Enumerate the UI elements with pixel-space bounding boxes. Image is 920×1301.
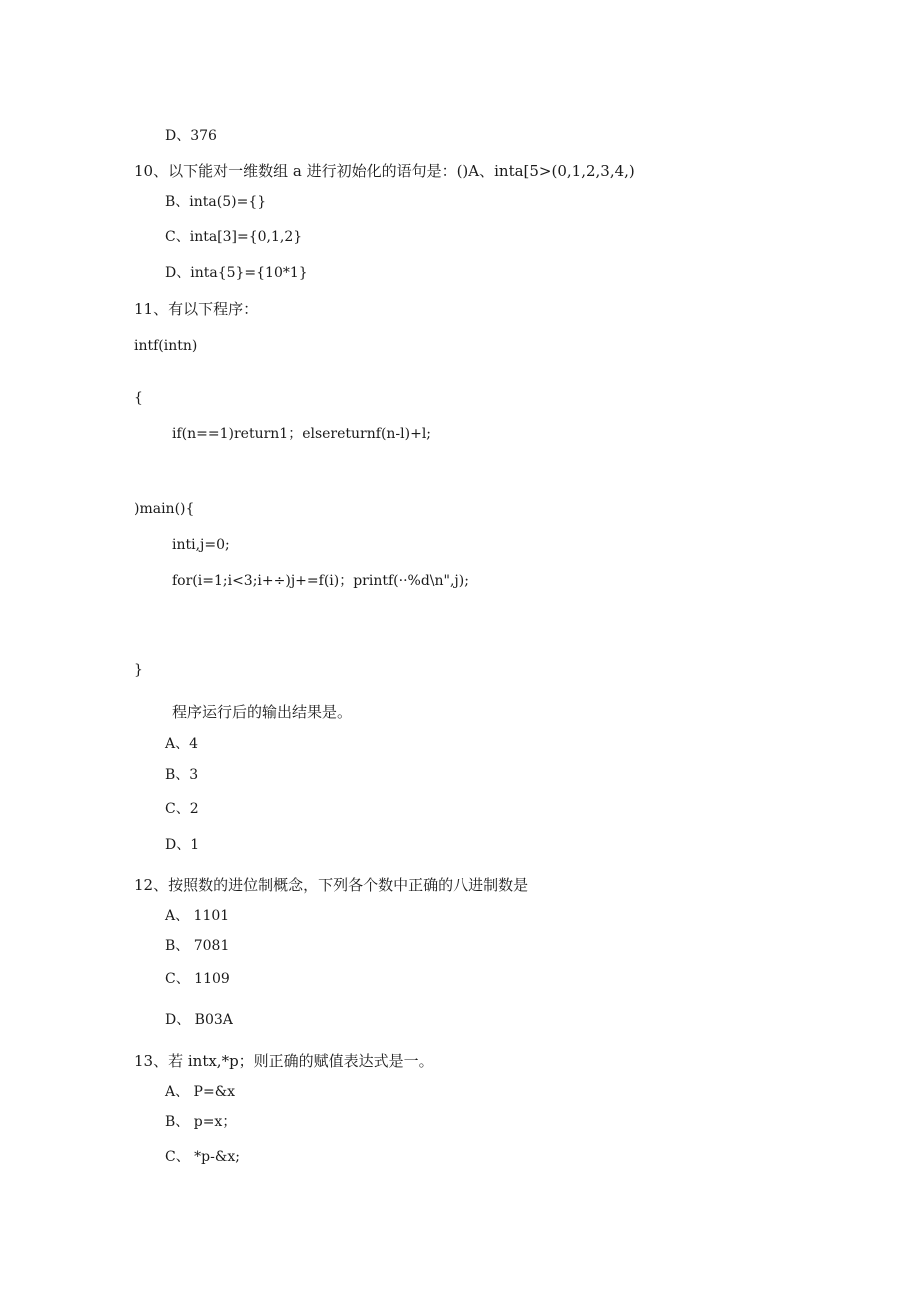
option-a-q13: A、 P=&x — [165, 1084, 236, 1100]
option-d-q12: D、 B03A — [165, 1012, 233, 1028]
question-11: 11、有以下程序： — [134, 300, 259, 318]
option-d-q11: D、1 — [165, 837, 200, 853]
code-line: intf(intn) — [134, 338, 198, 354]
code-line: inti,j=0; — [172, 537, 230, 553]
option-a-q12: A、 1101 — [165, 908, 230, 924]
question-10: 10、以下能对一维数组 a 进行初始化的语句是：()A、inta[5>(0,1,2,3,4,) — [134, 162, 635, 180]
option-c-q11: C、2 — [165, 801, 199, 817]
question-12: 12、按照数的进位制概念，下列各个数中正确的八进制数是 — [134, 876, 529, 894]
option-a-q11: A、4 — [165, 736, 199, 752]
option-c-q10: C、inta[3]={0,1,2} — [165, 229, 303, 245]
question-11-prompt: 程序运行后的输出结果是。 — [172, 703, 353, 721]
option-d-q10: D、inta{5}={10*1} — [165, 265, 308, 281]
question-13: 13、若 intx,*p；则正确的赋值表达式是一。 — [134, 1052, 434, 1070]
option-d-q9: D、376 — [165, 128, 217, 144]
code-line: for(i=1;i<3;i+÷)j+=f(i)；printf(··%d\n",j); — [172, 573, 469, 589]
option-c-q12: C、 1109 — [165, 971, 230, 987]
option-b-q12: B、 7081 — [165, 938, 230, 954]
code-line: { — [134, 390, 143, 406]
option-b-q13: B、 p=x； — [165, 1114, 237, 1130]
code-line: if(n==1)return1；elsereturnf(n-l)+l; — [172, 426, 432, 442]
code-line: } — [134, 662, 143, 678]
option-b-q10: B、inta(5)={} — [165, 194, 267, 210]
option-b-q11: B、3 — [165, 767, 199, 783]
code-line: )main(){ — [134, 501, 195, 517]
option-c-q13: C、 *p-&x; — [165, 1149, 240, 1165]
